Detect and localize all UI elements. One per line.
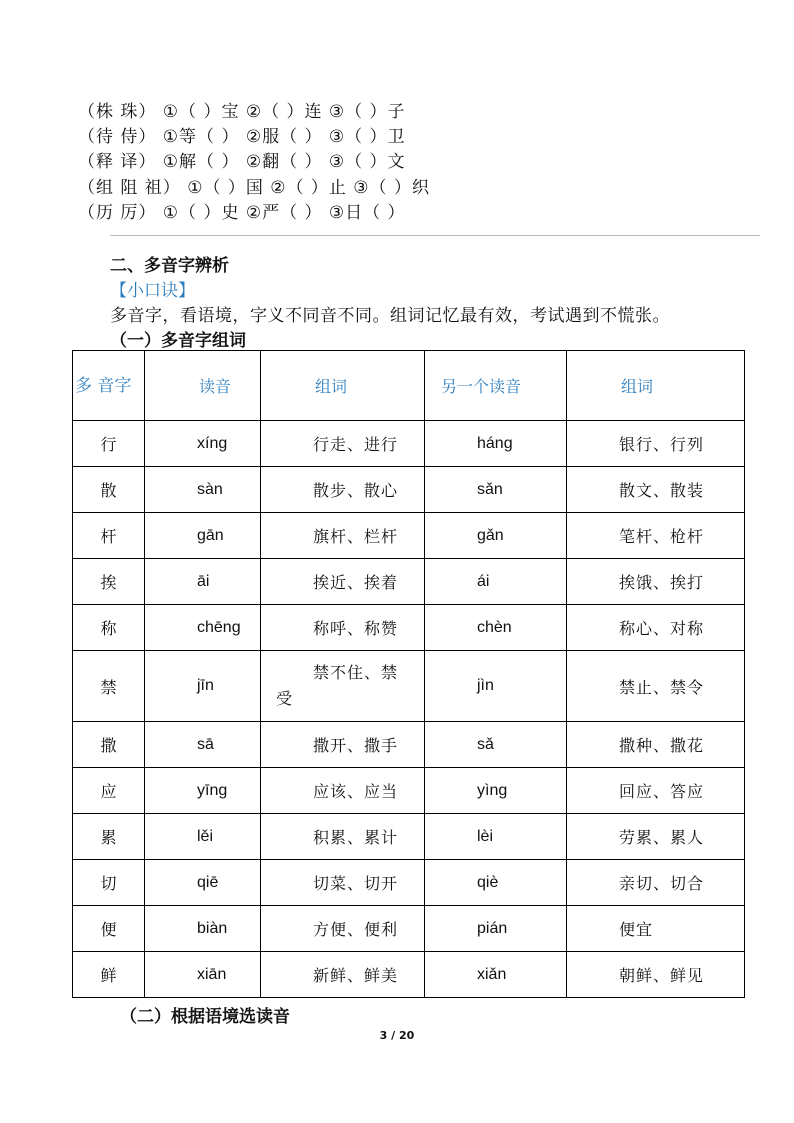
subsection-title-2: （二）根据语境选读音	[120, 1007, 290, 1027]
row-char: 应	[73, 768, 145, 814]
row-char: 禁	[73, 651, 145, 722]
row-pinyin2: gǎn	[425, 513, 567, 559]
row-words2: 称心、对称	[567, 605, 745, 651]
row-char: 行	[73, 421, 145, 467]
row-pinyin1: biàn	[145, 906, 261, 952]
row-char: 累	[73, 814, 145, 860]
exercise-line-3: （释 译） ①解（ ） ②翻（ ） ③（ ）文	[78, 152, 406, 172]
row-pinyin2: sǎn	[425, 467, 567, 513]
section-title: 二、多音字辨析	[110, 256, 229, 276]
row-words2: 挨饿、挨打	[567, 559, 745, 605]
row-char: 便	[73, 906, 145, 952]
row-char: 称	[73, 605, 145, 651]
row-char: 挨	[73, 559, 145, 605]
table-row	[73, 559, 745, 605]
row-pinyin1: āi	[145, 559, 261, 605]
subsection-title-1: （一）多音字组词	[110, 331, 246, 351]
row-words2: 散文、散装	[567, 467, 745, 513]
row-pinyin2: sǎ	[425, 722, 567, 768]
row-pinyin2: lèi	[425, 814, 567, 860]
row-pinyin1: chēng	[145, 605, 261, 651]
row-words2: 禁止、禁令	[567, 651, 745, 722]
table-row	[73, 952, 745, 998]
row-words2: 劳累、累人	[567, 814, 745, 860]
row-pinyin2: yìng	[425, 768, 567, 814]
row-char: 散	[73, 467, 145, 513]
exercise-line-2: （待 侍） ①等（ ） ②服（ ） ③（ ）卫	[78, 127, 406, 147]
row-pinyin1: sā	[145, 722, 261, 768]
tip-label: 【小口诀】	[110, 281, 195, 301]
exercise-line-5: （历 厉） ①（ ）史 ②严（ ） ③日（ ）	[78, 203, 406, 223]
row-pinyin2: qiè	[425, 860, 567, 906]
table-row	[73, 722, 745, 768]
tip-text: 多音字，看语境，字义不同音不同。组词记忆最有效，考试遇到不慌张。	[110, 306, 670, 326]
exercise-line-1: （株 珠） ①（ ）宝 ②（ ）连 ③（ ）子	[78, 102, 406, 122]
polyphone-table	[72, 350, 745, 998]
header-other-words: 组词	[567, 351, 745, 421]
exercise-line-4: （组 阻 祖） ①（ ）国 ②（ ）止 ③（ ）织	[78, 178, 430, 198]
row-char: 切	[73, 860, 145, 906]
row-pinyin2: jìn	[425, 651, 567, 722]
row-words2: 亲切、切合	[567, 860, 745, 906]
row-pinyin1: gān	[145, 513, 261, 559]
table-row	[73, 768, 745, 814]
table-row	[73, 651, 745, 722]
row-char: 鲜	[73, 952, 145, 998]
row-words1: 新鲜、鲜美	[261, 952, 425, 998]
header-char: 多 音字	[73, 351, 145, 421]
table-row	[73, 860, 745, 906]
row-words1: 撒开、撒手	[261, 722, 425, 768]
row-pinyin2: chèn	[425, 605, 567, 651]
row-words1	[261, 651, 425, 722]
row-pinyin2: pián	[425, 906, 567, 952]
row-words1-line-2: 受	[276, 689, 294, 708]
row-words2: 笔杆、枪杆	[567, 513, 745, 559]
row-words1: 旗杆、栏杆	[261, 513, 425, 559]
table-row	[73, 421, 745, 467]
table-row	[73, 906, 745, 952]
header-words: 组词	[261, 351, 425, 421]
row-char: 撒	[73, 722, 145, 768]
table-row	[73, 814, 745, 860]
row-words1: 散步、散心	[261, 467, 425, 513]
row-pinyin1: xíng	[145, 421, 261, 467]
row-pinyin1: xiān	[145, 952, 261, 998]
row-words2: 朝鲜、鲜见	[567, 952, 745, 998]
header-other-pinyin: 另一个读音	[425, 351, 567, 421]
page-number: 3 / 20	[379, 1029, 415, 1042]
row-words1: 应该、应当	[261, 768, 425, 814]
row-pinyin2: xiǎn	[425, 952, 567, 998]
table-row	[73, 513, 745, 559]
row-pinyin1: jīn	[145, 651, 261, 722]
row-pinyin2: háng	[425, 421, 567, 467]
row-words1: 行走、进行	[261, 421, 425, 467]
table-row	[73, 467, 745, 513]
row-pinyin1: qiē	[145, 860, 261, 906]
row-words1: 称呼、称赞	[261, 605, 425, 651]
row-pinyin2: ái	[425, 559, 567, 605]
row-words2: 撒种、撒花	[567, 722, 745, 768]
row-words1: 积累、累计	[261, 814, 425, 860]
row-pinyin1: lěi	[145, 814, 261, 860]
section-divider	[110, 235, 760, 236]
table-header-row	[73, 351, 745, 421]
row-words2: 银行、行列	[567, 421, 745, 467]
row-words2: 回应、答应	[567, 768, 745, 814]
row-words1-line-1: 禁不住、禁	[313, 663, 399, 682]
table-row	[73, 605, 745, 651]
header-pinyin: 读音	[145, 351, 261, 421]
row-words1: 切菜、切开	[261, 860, 425, 906]
row-words1: 挨近、挨着	[261, 559, 425, 605]
row-words2: 便宜	[567, 906, 745, 952]
row-pinyin1: sàn	[145, 467, 261, 513]
row-words1: 方便、便利	[261, 906, 425, 952]
row-pinyin1: yīng	[145, 768, 261, 814]
row-char: 杆	[73, 513, 145, 559]
